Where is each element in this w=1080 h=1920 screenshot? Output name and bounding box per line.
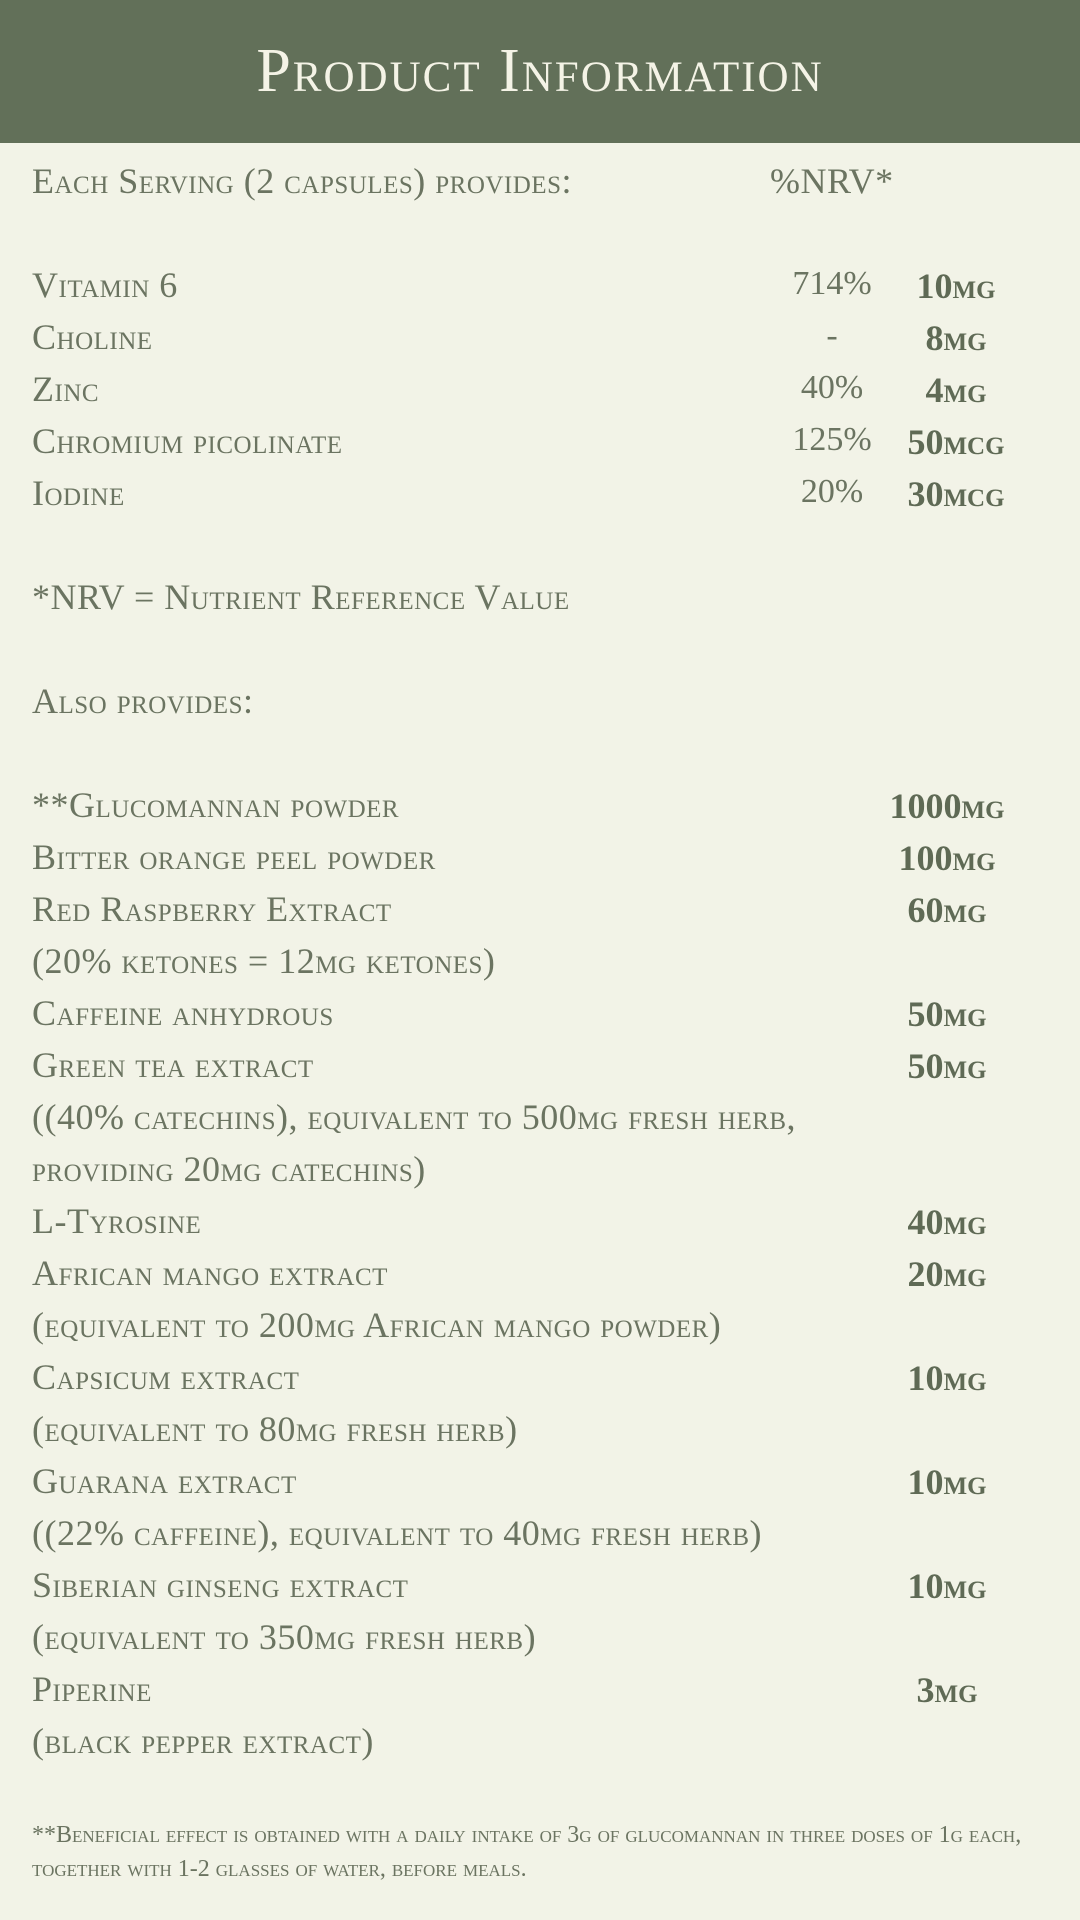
vitamin-name: Vitamin 6 xyxy=(32,265,178,305)
ingredient-note: (equivalent to 80mg fresh herb) xyxy=(32,1409,518,1449)
also-provides-header: Also provides: xyxy=(32,681,254,721)
vitamin-amount: 30mcg xyxy=(907,474,1005,514)
ingredient-amount: 100mg xyxy=(898,838,996,878)
ingredient-amount: 60mg xyxy=(907,890,987,930)
ingredient-name: L-Tyrosine xyxy=(32,1201,202,1241)
page-title: Product Information xyxy=(256,37,824,105)
nrv-note: *NRV = Nutrient Reference Value xyxy=(32,577,570,617)
ingredient-amount: 20mg xyxy=(907,1254,987,1294)
vitamin-name: Chromium picolinate xyxy=(32,421,343,461)
footnote: **Beneficial effect is obtained with a daily intake of 3g of glucomannan in three doses of 1g each, together with 1-2 glasses of water, before meals. xyxy=(32,1822,1022,1882)
ingredient-amount: 10mg xyxy=(907,1358,987,1398)
ingredient-amount: 50mg xyxy=(907,994,987,1034)
ingredient-note: (equivalent to 200mg African mango powder) xyxy=(32,1305,722,1345)
ingredient-note: (20% ketones = 12mg ketones) xyxy=(32,941,496,981)
ingredient-note: (equivalent to 350mg fresh herb) xyxy=(32,1617,537,1657)
vitamin-nrv: 125% xyxy=(792,421,872,458)
vitamin-nrv: - xyxy=(826,317,838,354)
ingredient-name: Piperine xyxy=(32,1669,152,1709)
ingredient-note: ((40% catechins), equivalent to 500mg fresh herb, xyxy=(32,1097,797,1137)
ingredient-name: Caffeine anhydrous xyxy=(32,993,334,1033)
ingredient-note: (black pepper extract) xyxy=(32,1721,374,1761)
vitamin-nrv: 40% xyxy=(800,369,864,406)
ingredient-name: Bitter orange peel powder xyxy=(32,837,436,877)
vitamin-nrv: 20% xyxy=(800,473,864,510)
vitamin-amount: 4mg xyxy=(925,370,987,410)
ingredient-note: providing 20mg catechins) xyxy=(32,1149,426,1189)
header-bar xyxy=(0,0,1080,143)
ingredient-name: Siberian ginseng extract xyxy=(32,1565,409,1605)
vitamin-name: Zinc xyxy=(32,369,100,409)
vitamin-nrv: 714% xyxy=(792,265,872,302)
ingredient-name: African mango extract xyxy=(32,1253,388,1293)
ingredient-amount: 3mg xyxy=(916,1670,978,1710)
ingredient-name: Capsicum extract xyxy=(32,1357,300,1397)
ingredient-name: **Glucomannan powder xyxy=(32,785,400,825)
vitamin-amount: 50mcg xyxy=(907,422,1005,462)
vitamin-amount: 10mg xyxy=(916,266,996,306)
ingredient-amount: 50mg xyxy=(907,1046,987,1086)
ingredient-amount: 10mg xyxy=(907,1566,987,1606)
nrv-column-header: %NRV* xyxy=(770,161,894,201)
ingredient-name: Guarana extract xyxy=(32,1461,297,1501)
vitamin-amount: 8mg xyxy=(925,318,987,358)
ingredient-amount: 40mg xyxy=(907,1202,987,1242)
ingredient-note: ((22% caffeine), equivalent to 40mg fresh herb) xyxy=(32,1513,762,1553)
vitamin-name: Choline xyxy=(32,317,153,357)
serving-header: Each Serving (2 capsules) provides: xyxy=(32,161,572,201)
ingredient-amount: 10mg xyxy=(907,1462,987,1502)
ingredient-name: Red Raspberry Extract xyxy=(32,889,392,929)
ingredient-name: Green tea extract xyxy=(32,1045,314,1085)
vitamin-name: Iodine xyxy=(32,473,125,513)
ingredient-amount: 1000mg xyxy=(889,786,1005,826)
